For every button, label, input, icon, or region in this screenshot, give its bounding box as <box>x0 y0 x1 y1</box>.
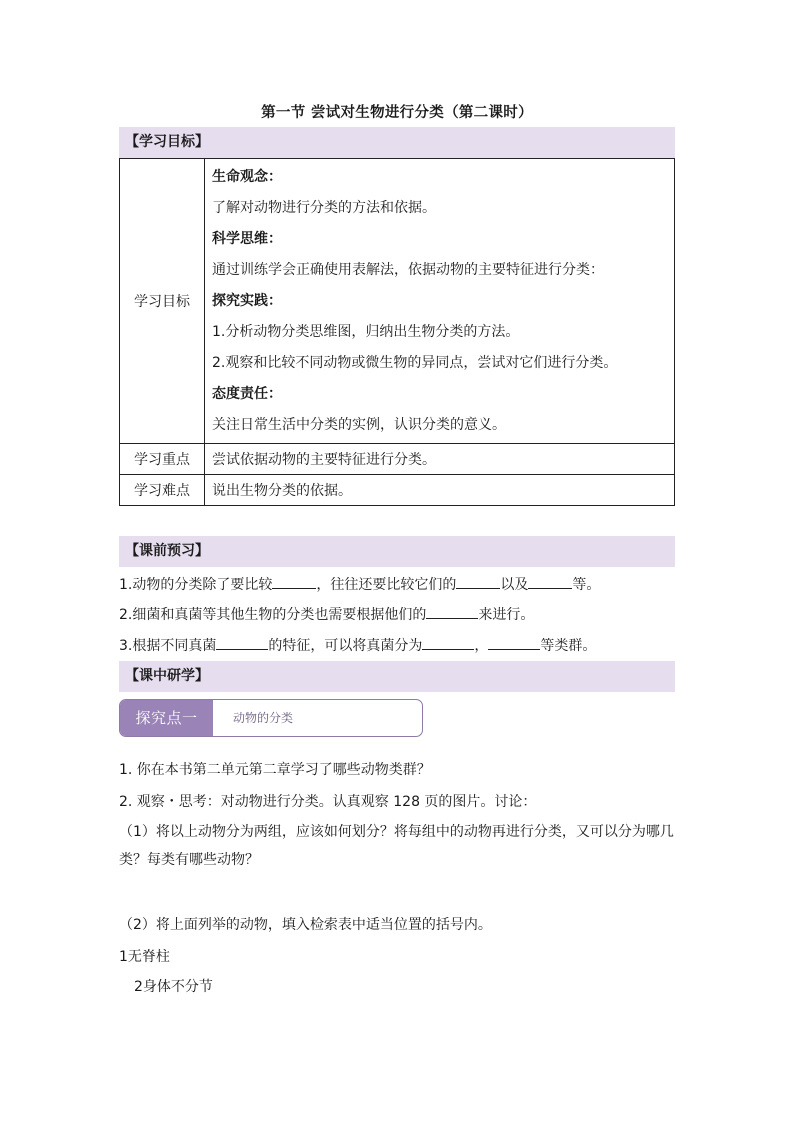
goals-content <box>205 159 675 444</box>
difficulty-text: 说出生物分类的依据。 <box>205 475 675 506</box>
answer-blank[interactable] <box>272 574 316 589</box>
answer-blank[interactable] <box>216 635 268 650</box>
q2-part-b: 来进行。 <box>478 607 535 623</box>
answer-blank[interactable] <box>488 635 540 650</box>
exploration-point-tag <box>119 699 423 737</box>
goals-row-label: 学习目标 <box>120 159 205 444</box>
answer-blank[interactable] <box>528 574 572 589</box>
q1-part-b: ，往往还要比较它们的 <box>316 577 457 593</box>
goal-item: 2.观察和比较不同动物或微生物的异同点，尝试对它们进行分类。 <box>212 355 618 371</box>
goal-item: 1.分析动物分类思维图，归纳出生物分类的方法。 <box>212 324 520 340</box>
preview-question-2 <box>119 604 534 624</box>
study-question-2-2: （2）将上面列举的动物，填入检索表中适当位置的括号内。 <box>119 917 492 933</box>
key-point-label: 学习重点 <box>120 444 205 475</box>
q3-part-d: 等类群。 <box>540 638 597 654</box>
key-line-1: 1无脊柱 <box>119 949 170 965</box>
goal-category-heading: 探究实践： <box>212 293 282 309</box>
goal-item: 了解对动物进行分类的方法和依据。 <box>212 200 436 216</box>
preview-question-1 <box>119 574 600 594</box>
goals-section-header: 【学习目标】 <box>119 127 675 158</box>
answer-blank[interactable] <box>422 635 474 650</box>
study-question-2-1: （1）将以上动物分为两组，应该如何划分？将每组中的动物再进行分类，又可以分为哪几类？每类有哪些动物？ <box>119 824 674 868</box>
answer-blank[interactable] <box>456 574 500 589</box>
study-question-1: 1. 你在本书第二单元第二章学习了哪些动物类群？ <box>119 762 431 778</box>
q1-part-a: 1.动物的分类除了要比较 <box>119 577 273 593</box>
goal-item: 关注日常生活中分类的实例，认识分类的意义。 <box>212 417 506 433</box>
goal-category-heading: 态度责任： <box>212 386 282 402</box>
exploration-point-label: 探究点一 <box>120 700 213 736</box>
study-question-2: 2. 观察・思考：对动物进行分类。认真观察 128 页的图片。讨论： <box>119 794 537 810</box>
difficulty-label: 学习难点 <box>120 475 205 506</box>
preview-question-3 <box>119 635 596 655</box>
key-line-2: 2身体不分节 <box>134 979 213 995</box>
goals-list <box>212 159 674 443</box>
goal-category-heading: 科学思维： <box>212 231 282 247</box>
goal-item: 通过训练学会正确使用表解法，依据动物的主要特征进行分类： <box>212 262 604 278</box>
page-title: 第一节 尝试对生物进行分类（第二课时） <box>261 105 533 121</box>
answer-blank[interactable] <box>426 604 478 619</box>
goal-category-heading: 生命观念： <box>212 169 282 185</box>
preview-section-header: 【课前预习】 <box>119 536 675 567</box>
key-point-text: 尝试依据动物的主要特征进行分类。 <box>205 444 675 475</box>
q2-part-a: 2.细菌和真菌等其他生物的分类也需要根据他们的 <box>119 607 427 623</box>
q3-part-a: 3.根据不同真菌 <box>119 638 217 654</box>
q3-part-c: ， <box>474 638 489 654</box>
q1-part-c: 以及 <box>500 577 529 593</box>
goals-table <box>119 158 675 506</box>
q1-part-d: 等。 <box>572 577 601 593</box>
exploration-point-topic: 动物的分类 <box>233 711 294 725</box>
q3-part-b: 的特征，可以将真菌分为 <box>268 638 423 654</box>
study-section-header: 【课中研学】 <box>119 661 675 692</box>
